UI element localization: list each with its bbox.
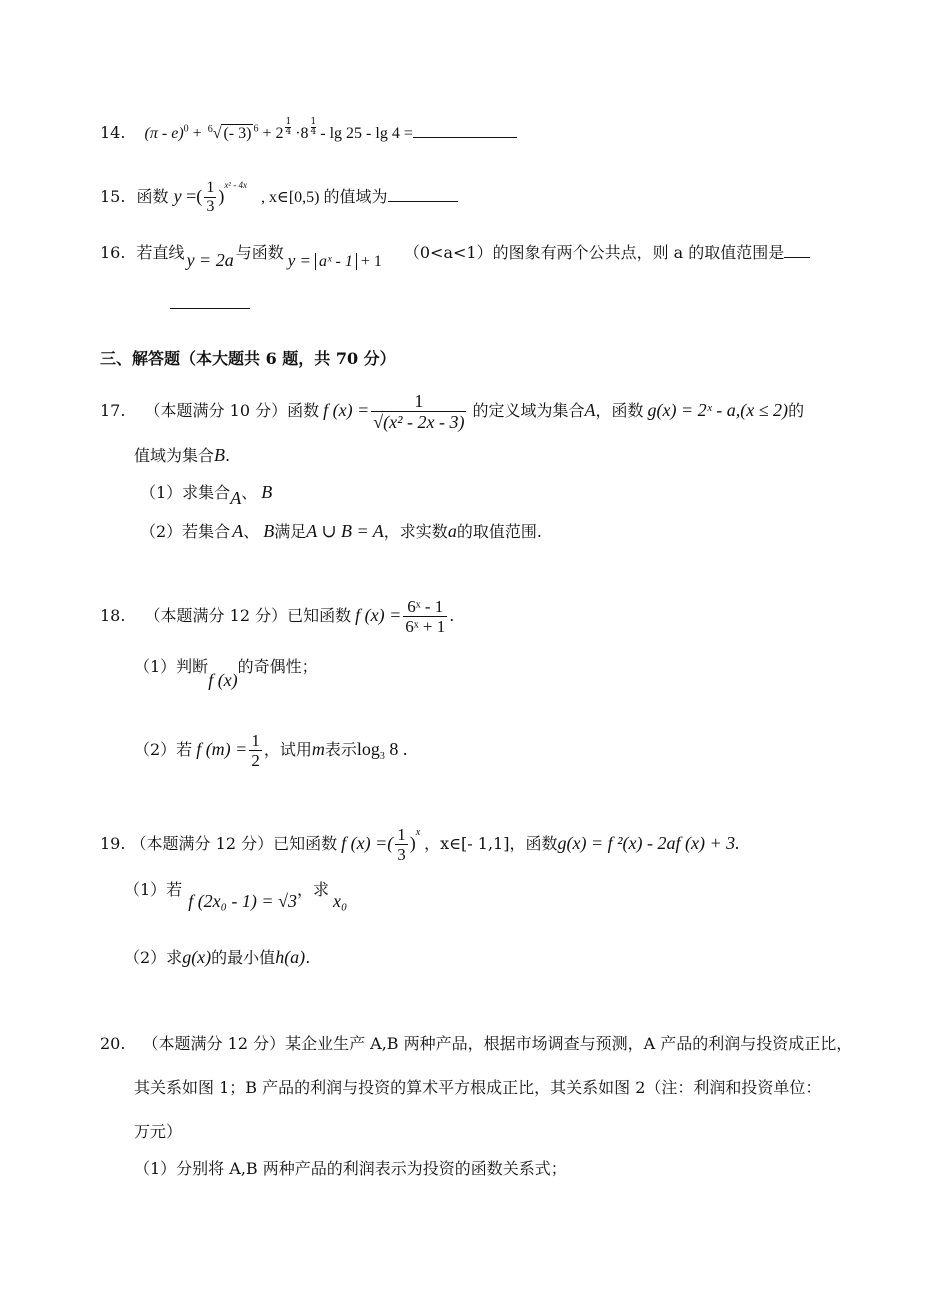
- function-g: g(x) = f ²(x) - 2af (x) + 3.: [557, 833, 740, 853]
- question-19-part1: [124, 880, 348, 911]
- set-A: A: [232, 521, 244, 541]
- period: .: [449, 606, 455, 625]
- question-text: 的奇偶性；: [237, 657, 318, 676]
- question-text: 满足: [274, 522, 307, 541]
- question-20-part1: （1）分别将 A,B 两种产品的利润表示为投资的函数关系式；: [134, 1159, 567, 1178]
- answer-blank[interactable]: [388, 201, 458, 202]
- exponent: x: [415, 827, 421, 838]
- set-B: B: [263, 521, 275, 541]
- fraction-denominator: 4: [310, 127, 317, 137]
- question-number: 15.: [100, 187, 126, 206]
- function-h: h(a): [275, 947, 306, 967]
- exponent: 0: [183, 123, 189, 135]
- question-text: ，x∈[- 1,1]，函数: [424, 834, 558, 853]
- question-20-line3: 万元）: [134, 1122, 183, 1141]
- question-number: 14.: [100, 123, 126, 142]
- fraction-denominator: 6ˣ + 1: [405, 617, 446, 636]
- fraction-numerator: 6ˣ - 1: [407, 597, 444, 616]
- set-condition: A ∪ B = A: [306, 521, 384, 541]
- answer-blank[interactable]: [784, 257, 810, 258]
- set-A: A: [230, 488, 242, 508]
- function-lhs: f (x) =: [355, 605, 402, 625]
- log-argument: 8 .: [384, 739, 408, 759]
- question-text: （本题满分 12 分）已知函数: [130, 834, 338, 853]
- fraction-denominator: 3: [397, 845, 406, 864]
- question-text: （本题满分 10 分）函数: [144, 401, 320, 420]
- radical-sign: √: [373, 412, 384, 432]
- question-number: 20.: [100, 1034, 126, 1053]
- fraction-numerator: 1: [285, 117, 292, 127]
- part-label: （2）若: [134, 740, 193, 759]
- question-17-part1: [140, 482, 273, 508]
- function-g: g(x) = 2ˣ - a,(x ≤ 2): [647, 400, 789, 420]
- fraction: [371, 392, 466, 431]
- fraction-denominator: 3: [206, 198, 215, 215]
- variable-x0: x₀: [332, 891, 348, 911]
- fraction: [204, 180, 216, 215]
- section-title: 三、解答题（本大题共 6 题，共 70 分）: [100, 349, 396, 368]
- part-label: （2）求: [124, 948, 183, 967]
- question-text: 的取值范围.: [456, 522, 542, 541]
- function-lhs: f (x) =: [323, 400, 370, 420]
- answer-blank[interactable]: [170, 308, 250, 309]
- question-number: 16.: [100, 243, 126, 262]
- set-B: B: [261, 482, 273, 502]
- answer-blank[interactable]: [413, 137, 517, 138]
- separator: 、: [241, 483, 258, 502]
- question-17-line2: [134, 446, 230, 464]
- fraction: [403, 598, 447, 635]
- variable-y: y: [173, 186, 182, 206]
- question-17-part2: [140, 522, 542, 540]
- question-text: , x∈[0,5) 的值域为: [257, 189, 388, 206]
- fraction-numerator: 1: [310, 117, 317, 127]
- power-term: + 2: [258, 125, 284, 142]
- question-19-part2: [124, 948, 310, 966]
- question-19: [100, 826, 740, 863]
- question-20: [100, 1036, 852, 1052]
- question-20-line2: 其关系如图 1；B 产品的利润与投资的算术平方根成正比，其关系如图 2（注：利润和投资单位：: [134, 1078, 822, 1097]
- function-f: f (x): [208, 670, 238, 690]
- equals-sign: =(: [181, 186, 203, 206]
- set-B: B: [214, 445, 226, 465]
- part-label: （1）判断: [134, 657, 209, 676]
- log-base: 3: [379, 751, 385, 763]
- function-g: g(x): [182, 947, 212, 967]
- root-index: 6: [207, 123, 213, 135]
- part-label: （1）求集合: [140, 483, 231, 502]
- fraction-numerator: 1: [251, 731, 260, 750]
- question-text: ，函数: [595, 401, 644, 420]
- radicand-text: (x² - 2x - 3): [383, 412, 465, 432]
- variable-a: a: [447, 521, 457, 541]
- question-15: [100, 180, 458, 215]
- question-text: 函数: [136, 187, 169, 206]
- paren: ): [218, 186, 225, 206]
- line-equation: y = 2a: [186, 250, 234, 270]
- fraction-denominator: 4: [285, 127, 292, 137]
- question-number: 19.: [100, 834, 126, 853]
- period: .: [225, 446, 231, 465]
- equation: f (2x₀ - 1) = √3: [188, 891, 297, 911]
- absolute-value: aˣ - 1: [315, 253, 357, 270]
- paren: ): [409, 833, 416, 853]
- radicand-text: (- 3): [223, 125, 252, 142]
- plus-sign: +: [188, 125, 206, 142]
- exponent: x² - 4x: [224, 180, 247, 190]
- fraction-denominator: 2: [251, 751, 260, 770]
- question-18: [100, 598, 454, 635]
- expression-pi-minus-e: (π - e): [144, 125, 184, 142]
- question-text: ，求实数: [383, 522, 448, 541]
- period: .: [305, 948, 311, 967]
- question-text: 与函数: [235, 243, 284, 262]
- function-lhs: f (x) =(: [341, 833, 394, 853]
- question-18-part2: [134, 732, 407, 769]
- fraction-numerator: 1: [397, 825, 406, 844]
- part-label: （2）若集合: [140, 522, 231, 541]
- log-symbol: log: [356, 739, 380, 759]
- question-text: （本题满分 12 分）某企业生产 A,B 两种产品，根据市场调查与预测，A 产品的利润与投资成正比，: [142, 1034, 853, 1053]
- set-A: A: [584, 400, 596, 420]
- question-14: [100, 118, 517, 142]
- question-text: ，试用: [263, 740, 312, 759]
- question-text: ，求: [296, 880, 329, 899]
- fraction: [249, 732, 262, 769]
- question-text: （0<a<1）的图象有两个公共点，则 a 的取值范围是: [403, 243, 785, 262]
- question-text: 的定义域为集合: [472, 401, 585, 420]
- radical-sign: √: [212, 125, 222, 142]
- variable-m: m: [311, 739, 325, 759]
- question-text: 的: [788, 401, 805, 420]
- question-text: 值域为集合: [134, 446, 215, 465]
- question-17: [100, 392, 804, 431]
- plus-one: + 1: [356, 253, 382, 270]
- fraction: [395, 826, 408, 863]
- question-number: 17.: [100, 401, 126, 420]
- exponent: 6: [253, 123, 259, 135]
- power-term: ·8: [295, 125, 309, 142]
- answer-blank-continued[interactable]: [170, 296, 250, 312]
- question-text: （本题满分 12 分）已知函数: [144, 606, 352, 625]
- function-lhs: y =: [287, 251, 311, 270]
- fraction-numerator: 1: [414, 391, 424, 411]
- question-text: 表示: [324, 740, 357, 759]
- separator: 、: [243, 522, 260, 541]
- question-16: [100, 243, 810, 270]
- question-text: 若直线: [136, 243, 185, 262]
- fraction-numerator: 1: [206, 179, 215, 196]
- function-f: f (m) =: [196, 739, 248, 759]
- part-label: （1）若: [124, 880, 183, 899]
- radicand: [221, 125, 253, 142]
- question-text: 的最小值: [211, 948, 276, 967]
- log-terms: - lg 25 - lg 4 =: [316, 125, 413, 142]
- fraction-denominator: [371, 411, 466, 431]
- question-number: 18.: [100, 606, 126, 625]
- fraction-exponent: [285, 118, 291, 137]
- question-18-part1: [134, 657, 318, 690]
